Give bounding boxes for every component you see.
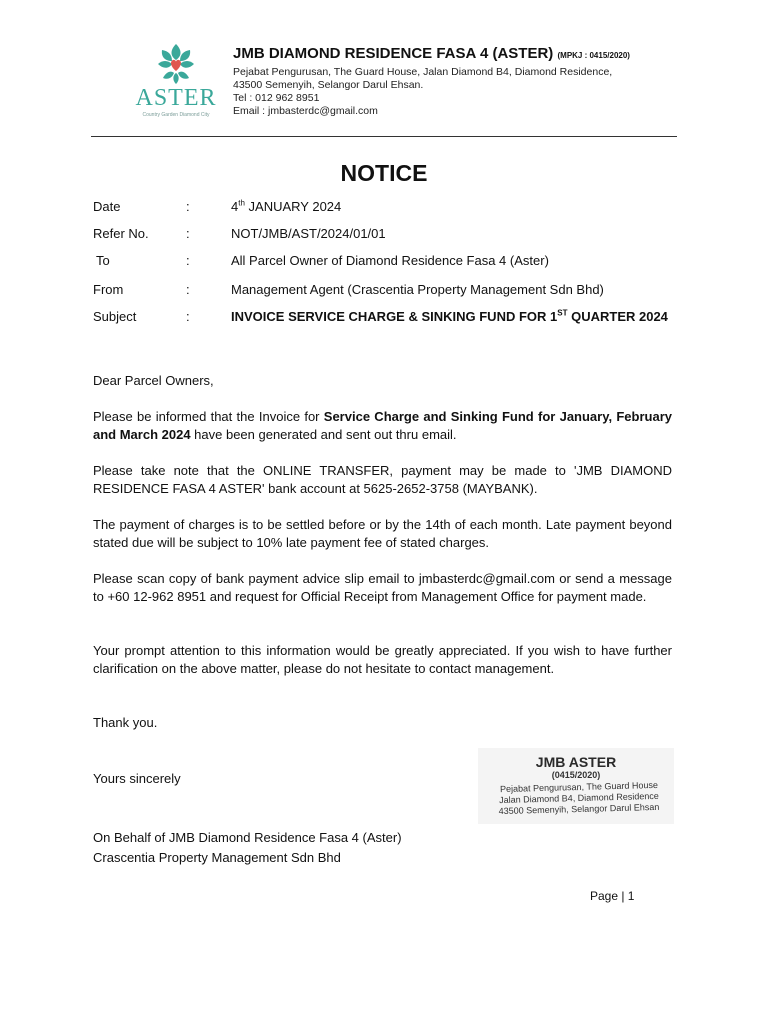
thank-you: Thank you. [93,715,158,730]
on-behalf-line-1: On Behalf of JMB Diamond Residence Fasa 4 (Aster) [93,830,402,845]
aster-logo [130,42,222,122]
logo-tagline: Country Garden Diamond City [142,112,210,118]
stamp-line-2: Jalan Diamond B4, Diamond Residence [499,790,659,806]
field-value: Management Agent (Crascentia Property Management Sdn Bhd) [231,282,604,297]
field-label: Refer No. [93,226,149,241]
org-name: JMB DIAMOND RESIDENCE FASA 4 (ASTER) (MPKJ : 0415/2020) [233,45,630,62]
heart-icon [171,60,181,71]
paragraph-receipt: Please scan copy of bank payment advice slip email to jmbasterdc@gmail.com or send a message to +60 12-962 8951 and request for Official Receipt from Management Office for payment made. [93,571,672,604]
field-label: From [93,282,124,297]
address-line-2: 43500 Semenyih, Selangor Darul Ehsan. [233,79,424,91]
stamp-title: JMB ASTER [535,754,617,770]
stamp-registration: (0415/2020) [551,770,601,780]
field-value: INVOICE SERVICE CHARGE & SINKING FUND FOR 1ST QUARTER 2024 [231,308,668,324]
field-value: All Parcel Owner of Diamond Residence Fasa 4 (Aster) [231,253,549,268]
letterhead [233,44,673,118]
header-divider [91,136,677,137]
field-label: Date [93,199,121,214]
jmb-stamp [478,748,674,824]
paragraph-payment-method: Please take note that the ONLINE TRANSFER, payment may be made to 'JMB DIAMOND RESIDENCE FASA 4 ASTER' bank account at 5625-2652-3758 (MAYBANK). [93,463,672,496]
logo-wordmark: ASTER [135,85,217,111]
yours-sincerely: Yours sincerely [93,771,181,786]
org-registration: (MPKJ : 0415/2020) [557,51,630,60]
field-refer-no: Refer No. : NOT/JMB/AST/2024/01/01 [93,224,693,244]
field-label: To [96,253,110,268]
field-from: From : Management Agent (Crascentia Property Management Sdn Bhd) [93,280,693,300]
field-date: Date : 4th JANUARY 2024 [93,197,693,217]
address-line-1: Pejabat Pengurusan, The Guard House, Jalan Diamond B4, Diamond Residence, [233,66,613,78]
paragraph-closing-note: Your prompt attention to this information would be greatly appreciated. If you wish to have further clarification on the above matter, please do not hesitate to contact management. [93,643,672,676]
telephone: Tel : 012 962 8951 [233,92,320,104]
on-behalf-line-2: Crascentia Property Management Sdn Bhd [93,850,341,865]
email: Email : jmbasterdc@gmail.com [233,105,378,117]
paragraph-invoice: Please be informed that the Invoice for Service Charge and Sinking Fund for January, February and March 2024 have been generated and sent out thru email. [93,409,672,442]
field-value: 4th JANUARY 2024 [231,198,342,214]
stamp-line-3: 43500 Semenyih, Selangor Darul Ehsan [498,801,660,817]
field-to: To : All Parcel Owner of Diamond Residence Fasa 4 (Aster) [93,251,693,271]
stamp-line-1: Pejabat Pengurusan, The Guard House [499,779,659,795]
field-subject: Subject : INVOICE SERVICE CHARGE & SINKING FUND FOR 1ST QUARTER 2024 [93,307,693,327]
field-value: NOT/JMB/AST/2024/01/01 [231,226,386,241]
notice-title: NOTICE [340,160,428,186]
flower-icon [130,42,222,86]
salutation: Dear Parcel Owners, [93,373,214,388]
field-label: Subject [93,309,137,324]
page-number: Page | 1 [590,889,635,903]
paragraph-due-date: The payment of charges is to be settled before or by the 14th of each month. Late payment beyond stated due will be subject to 10% late payment fee of stated charges. [93,517,672,550]
